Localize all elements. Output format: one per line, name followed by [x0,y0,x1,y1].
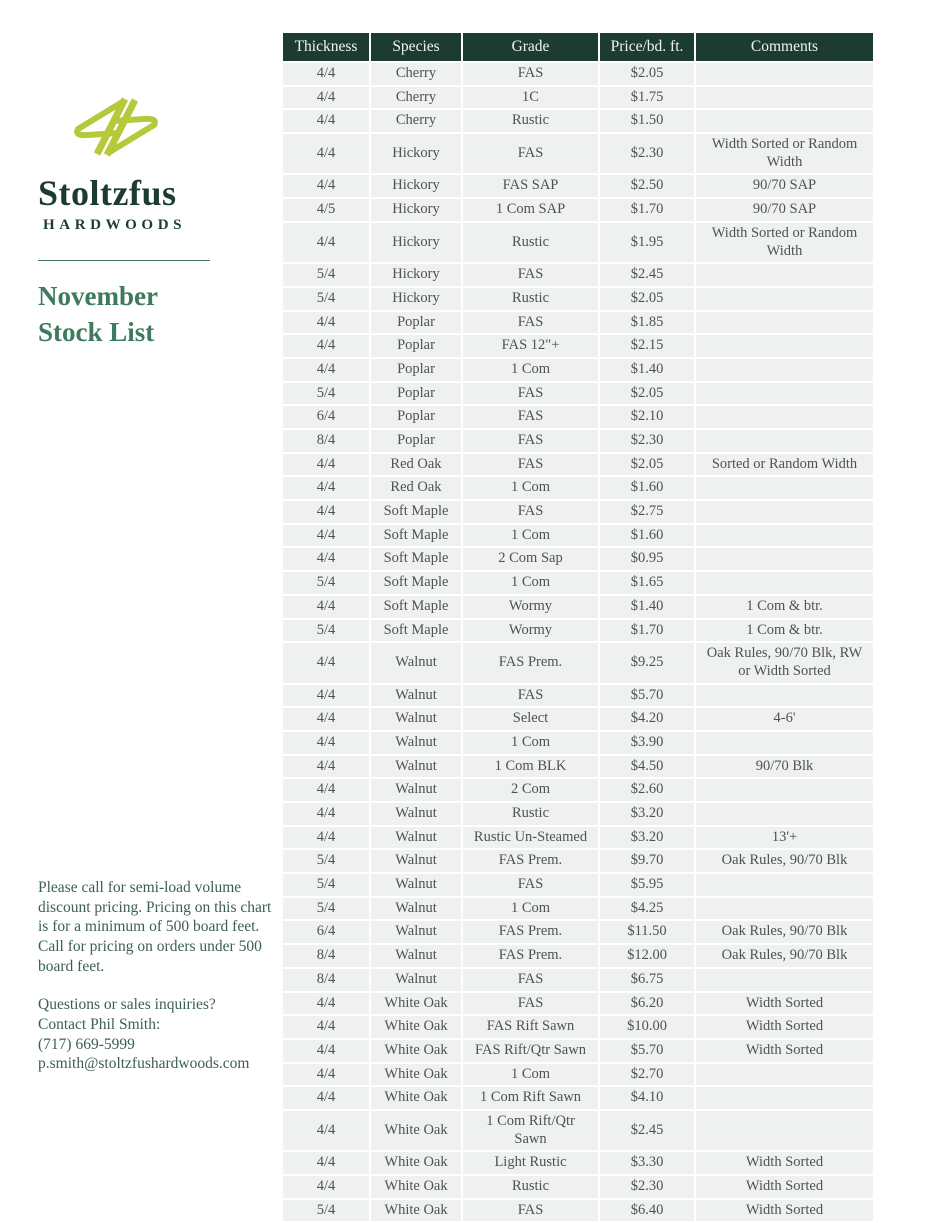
cell-comments [696,430,873,454]
table-row [283,264,873,288]
cell-comments: 1 Com & btr. [696,620,873,644]
cell-price: $2.30 [600,430,696,454]
cell-price: $1.50 [600,110,696,134]
cell-grade: FAS [463,63,600,87]
cell-species: White Oak [371,1111,463,1152]
cell-grade: Wormy [463,596,600,620]
cell-species: Soft Maple [371,525,463,549]
cell-species: Hickory [371,288,463,312]
cell-thickness: 5/4 [283,874,371,898]
cell-species: White Oak [371,1152,463,1176]
cell-price: $3.20 [600,827,696,851]
cell-thickness: 4/4 [283,223,371,264]
cell-price: $2.75 [600,501,696,525]
cell-thickness: 4/4 [283,359,371,383]
cell-price: $5.70 [600,1040,696,1064]
cell-comments: Width Sorted [696,993,873,1017]
cell-comments [696,359,873,383]
cell-species: Walnut [371,643,463,684]
brand-name: Stoltzfus [38,173,177,213]
cell-thickness: 4/4 [283,685,371,709]
cell-price: $5.95 [600,874,696,898]
cell-species: Walnut [371,969,463,993]
cell-thickness: 4/4 [283,87,371,111]
table-row [283,430,873,454]
cell-species: Hickory [371,175,463,199]
table-row [283,993,873,1017]
brand-logo-icon [64,96,276,159]
cell-comments [696,110,873,134]
cell-price: $2.15 [600,335,696,359]
cell-price: $2.45 [600,264,696,288]
table-row [283,134,873,175]
cell-grade: 1 Com [463,525,600,549]
cell-price: $1.60 [600,525,696,549]
cell-grade: FAS [463,406,600,430]
contact-intro: Questions or sales inquiries? [38,996,216,1014]
table-row [283,874,873,898]
cell-thickness: 4/4 [283,803,371,827]
cell-thickness: 8/4 [283,969,371,993]
cell-thickness: 4/5 [283,199,371,223]
table-row [283,708,873,732]
cell-price: $1.70 [600,620,696,644]
cell-grade: FAS [463,993,600,1017]
stock-list-table [283,33,873,1223]
cell-species: Walnut [371,898,463,922]
cell-comments [696,572,873,596]
cell-grade: FAS [463,264,600,288]
cell-species: Walnut [371,779,463,803]
table-row [283,1040,873,1064]
cell-thickness: 4/4 [283,1176,371,1200]
cell-comments: 1 Com & btr. [696,596,873,620]
cell-price: $2.05 [600,288,696,312]
table-row [283,921,873,945]
cell-comments: Width Sorted [696,1016,873,1040]
cell-comments [696,312,873,336]
cell-grade: FAS [463,501,600,525]
cell-price: $2.50 [600,175,696,199]
cell-grade: Light Rustic [463,1152,600,1176]
cell-price: $2.70 [600,1064,696,1088]
contact-email: p.smith@stoltzfushardwoods.com [38,1055,250,1073]
cell-grade: 2 Com Sap [463,548,600,572]
cell-grade: 1 Com [463,732,600,756]
cell-species: Hickory [371,223,463,264]
table-row [283,501,873,525]
table-row [283,945,873,969]
cell-grade: Rustic [463,223,600,264]
sidebar [38,96,276,351]
table-row [283,1200,873,1223]
cell-thickness: 4/4 [283,596,371,620]
cell-thickness: 4/4 [283,312,371,336]
cell-grade: FAS [463,969,600,993]
table-row [283,596,873,620]
cell-thickness: 6/4 [283,406,371,430]
cell-grade: FAS [463,383,600,407]
cell-thickness: 4/4 [283,708,371,732]
cell-species: Poplar [371,359,463,383]
cell-price: $4.10 [600,1087,696,1111]
table-row [283,803,873,827]
cell-comments: 90/70 SAP [696,175,873,199]
cell-price: $6.75 [600,969,696,993]
table-row [283,898,873,922]
brand-subname: HARDWOODS [43,217,187,233]
cell-comments [696,898,873,922]
header-thickness: Thickness [283,33,371,63]
cell-grade: Rustic Un-Steamed [463,827,600,851]
cell-comments: 4-6' [696,708,873,732]
cell-grade: FAS [463,454,600,478]
cell-species: Walnut [371,756,463,780]
cell-thickness: 5/4 [283,850,371,874]
cell-price: $10.00 [600,1016,696,1040]
cell-grade: Rustic [463,288,600,312]
cell-species: Red Oak [371,477,463,501]
cell-species: White Oak [371,993,463,1017]
table-row [283,288,873,312]
cell-thickness: 4/4 [283,548,371,572]
cell-grade: FAS [463,685,600,709]
table-row [283,1176,873,1200]
cell-comments: Sorted or Random Width [696,454,873,478]
cell-thickness: 5/4 [283,572,371,596]
cell-grade: FAS Prem. [463,921,600,945]
cell-price: $2.30 [600,134,696,175]
table-row [283,620,873,644]
cell-price: $4.20 [600,708,696,732]
cell-comments [696,383,873,407]
table-row [283,359,873,383]
cell-species: Hickory [371,264,463,288]
cell-price: $11.50 [600,921,696,945]
cell-grade: 1 Com [463,572,600,596]
cell-grade: FAS Prem. [463,850,600,874]
table-row [283,312,873,336]
table-row [283,1016,873,1040]
cell-grade: FAS Prem. [463,643,600,684]
cell-price: $2.30 [600,1176,696,1200]
table-row [283,199,873,223]
cell-species: Hickory [371,199,463,223]
cell-price: $1.60 [600,477,696,501]
cell-thickness: 4/4 [283,643,371,684]
cell-species: Walnut [371,803,463,827]
cell-comments [696,969,873,993]
cell-price: $1.85 [600,312,696,336]
cell-species: Cherry [371,110,463,134]
cell-price: $6.40 [600,1200,696,1223]
cell-grade: FAS Rift/Qtr Sawn [463,1040,600,1064]
cell-species: Walnut [371,850,463,874]
contact-name: Contact Phil Smith: [38,1016,161,1034]
cell-comments [696,1087,873,1111]
cell-grade: FAS Prem. [463,945,600,969]
cell-thickness: 4/4 [283,1111,371,1152]
table-row [283,850,873,874]
cell-comments [696,63,873,87]
cell-grade: FAS SAP [463,175,600,199]
cell-thickness: 4/4 [283,335,371,359]
table-row [283,406,873,430]
table-row [283,87,873,111]
cell-thickness: 4/4 [283,1152,371,1176]
cell-comments: Width Sorted [696,1040,873,1064]
cell-species: Soft Maple [371,548,463,572]
cell-species: Walnut [371,708,463,732]
cell-species: Poplar [371,430,463,454]
cell-thickness: 6/4 [283,921,371,945]
cell-grade: 1 Com SAP [463,199,600,223]
cell-thickness: 5/4 [283,264,371,288]
cell-grade: FAS Rift Sawn [463,1016,600,1040]
cell-species: Walnut [371,827,463,851]
cell-grade: Rustic [463,803,600,827]
cell-price: $2.10 [600,406,696,430]
header-comments: Comments [696,33,873,63]
cell-price: $1.95 [600,223,696,264]
cell-species: Walnut [371,921,463,945]
cell-grade: 1 Com [463,898,600,922]
cell-thickness: 8/4 [283,430,371,454]
header-price: Price/bd. ft. [600,33,696,63]
cell-grade: 1 Com [463,1064,600,1088]
table-row [283,685,873,709]
cell-grade: 2 Com [463,779,600,803]
cell-species: White Oak [371,1016,463,1040]
cell-price: $9.25 [600,643,696,684]
cell-grade: 1 Com Rift/Qtr Sawn [463,1111,600,1152]
cell-grade: FAS [463,874,600,898]
contact-phone: (717) 669-5999 [38,1035,135,1053]
cell-comments: Width Sorted or Random Width [696,223,873,264]
cell-comments [696,406,873,430]
cell-price: $1.40 [600,596,696,620]
cell-thickness: 4/4 [283,1016,371,1040]
cell-species: Walnut [371,732,463,756]
cell-price: $1.65 [600,572,696,596]
table-row [283,110,873,134]
cell-comments: Width Sorted [696,1200,873,1223]
table-row [283,969,873,993]
cell-thickness: 4/4 [283,993,371,1017]
cell-comments: Width Sorted [696,1152,873,1176]
cell-thickness: 4/4 [283,779,371,803]
cell-thickness: 4/4 [283,1064,371,1088]
cell-thickness: 4/4 [283,110,371,134]
table-row [283,643,873,684]
table-row [283,63,873,87]
cell-comments: 13'+ [696,827,873,851]
cell-thickness: 4/4 [283,1040,371,1064]
cell-price: $4.25 [600,898,696,922]
cell-species: White Oak [371,1200,463,1223]
cell-price: $1.70 [600,199,696,223]
cell-grade: Rustic [463,110,600,134]
cell-species: Red Oak [371,454,463,478]
cell-comments [696,264,873,288]
cell-species: Walnut [371,945,463,969]
cell-price: $1.75 [600,87,696,111]
cell-comments [696,779,873,803]
table-row [283,572,873,596]
table-body [283,63,873,1223]
cell-comments [696,732,873,756]
cell-thickness: 4/4 [283,454,371,478]
cell-comments: Oak Rules, 90/70 Blk [696,921,873,945]
cell-species: Walnut [371,874,463,898]
cell-species: Poplar [371,406,463,430]
cell-grade: FAS [463,312,600,336]
cell-thickness: 4/4 [283,525,371,549]
page-title-line1: November [38,281,158,311]
cell-thickness: 5/4 [283,620,371,644]
cell-comments [696,477,873,501]
pricing-note: Please call for semi-load volume discount pricing. Pricing on this chart is for a minimum of 500 board feet. Call for pricing on orders under 500 board feet. [38,879,272,975]
table-row [283,1111,873,1152]
cell-grade: 1 Com [463,477,600,501]
header-grade: Grade [463,33,600,63]
cell-species: Poplar [371,335,463,359]
cell-species: Soft Maple [371,572,463,596]
cell-species: Walnut [371,685,463,709]
table-row [283,477,873,501]
cell-comments: 90/70 Blk [696,756,873,780]
cell-species: White Oak [371,1087,463,1111]
divider [38,260,210,261]
cell-comments [696,685,873,709]
cell-species: White Oak [371,1176,463,1200]
cell-thickness: 4/4 [283,63,371,87]
cell-comments [696,335,873,359]
table-row [283,1152,873,1176]
cell-grade: Select [463,708,600,732]
cell-thickness: 4/4 [283,175,371,199]
sidebar-notes [38,878,278,1074]
page-title [38,278,276,351]
cell-grade: FAS 12"+ [463,335,600,359]
cell-thickness: 4/4 [283,477,371,501]
cell-comments: Width Sorted or Random Width [696,134,873,175]
cell-species: Poplar [371,312,463,336]
table-row [283,756,873,780]
cell-comments [696,1064,873,1088]
table-row [283,175,873,199]
table-header [283,33,873,63]
cell-price: $1.40 [600,359,696,383]
cell-price: $2.05 [600,63,696,87]
table-row [283,779,873,803]
cell-price: $5.70 [600,685,696,709]
table-row [283,223,873,264]
cell-thickness: 4/4 [283,756,371,780]
table-row [283,827,873,851]
table-row [283,335,873,359]
cell-comments: Oak Rules, 90/70 Blk [696,945,873,969]
cell-comments [696,874,873,898]
cell-thickness: 5/4 [283,288,371,312]
table-row [283,732,873,756]
cell-species: Soft Maple [371,596,463,620]
cell-comments: 90/70 SAP [696,199,873,223]
cell-comments [696,803,873,827]
cell-price: $6.20 [600,993,696,1017]
cell-thickness: 4/4 [283,501,371,525]
cell-price: $2.05 [600,383,696,407]
cell-thickness: 5/4 [283,1200,371,1223]
cell-comments: Oak Rules, 90/70 Blk, RW or Width Sorted [696,643,873,684]
cell-species: Soft Maple [371,620,463,644]
cell-grade: FAS [463,134,600,175]
table-row [283,383,873,407]
cell-grade: FAS [463,1200,600,1223]
cell-species: Hickory [371,134,463,175]
table-row [283,454,873,478]
table-row [283,548,873,572]
cell-grade: FAS [463,430,600,454]
cell-species: White Oak [371,1064,463,1088]
cell-thickness: 5/4 [283,383,371,407]
cell-thickness: 4/4 [283,827,371,851]
cell-price: $4.50 [600,756,696,780]
table-row [283,1064,873,1088]
cell-comments: Width Sorted [696,1176,873,1200]
cell-price: $2.05 [600,454,696,478]
cell-species: Cherry [371,87,463,111]
cell-grade: Wormy [463,620,600,644]
header-species: Species [371,33,463,63]
cell-comments [696,1111,873,1152]
cell-species: Cherry [371,63,463,87]
cell-grade: 1 Com BLK [463,756,600,780]
cell-thickness: 4/4 [283,732,371,756]
cell-price: $2.60 [600,779,696,803]
contact-block [38,995,278,1074]
cell-price: $0.95 [600,548,696,572]
cell-comments [696,87,873,111]
cell-grade: Rustic [463,1176,600,1200]
cell-grade: 1 Com [463,359,600,383]
cell-thickness: 5/4 [283,898,371,922]
cell-grade: 1C [463,87,600,111]
page-title-line2: Stock List [38,317,155,348]
cell-thickness: 4/4 [283,134,371,175]
cell-price: $9.70 [600,850,696,874]
cell-price: $3.90 [600,732,696,756]
table-row [283,525,873,549]
cell-comments [696,525,873,549]
cell-price: $3.20 [600,803,696,827]
cell-price: $2.45 [600,1111,696,1152]
table-row [283,1087,873,1111]
cell-species: Poplar [371,383,463,407]
cell-grade: 1 Com Rift Sawn [463,1087,600,1111]
cell-comments [696,288,873,312]
cell-comments [696,501,873,525]
cell-species: White Oak [371,1040,463,1064]
cell-comments [696,548,873,572]
cell-species: Soft Maple [371,501,463,525]
cell-thickness: 8/4 [283,945,371,969]
cell-price: $3.30 [600,1152,696,1176]
cell-comments: Oak Rules, 90/70 Blk [696,850,873,874]
cell-price: $12.00 [600,945,696,969]
cell-thickness: 4/4 [283,1087,371,1111]
